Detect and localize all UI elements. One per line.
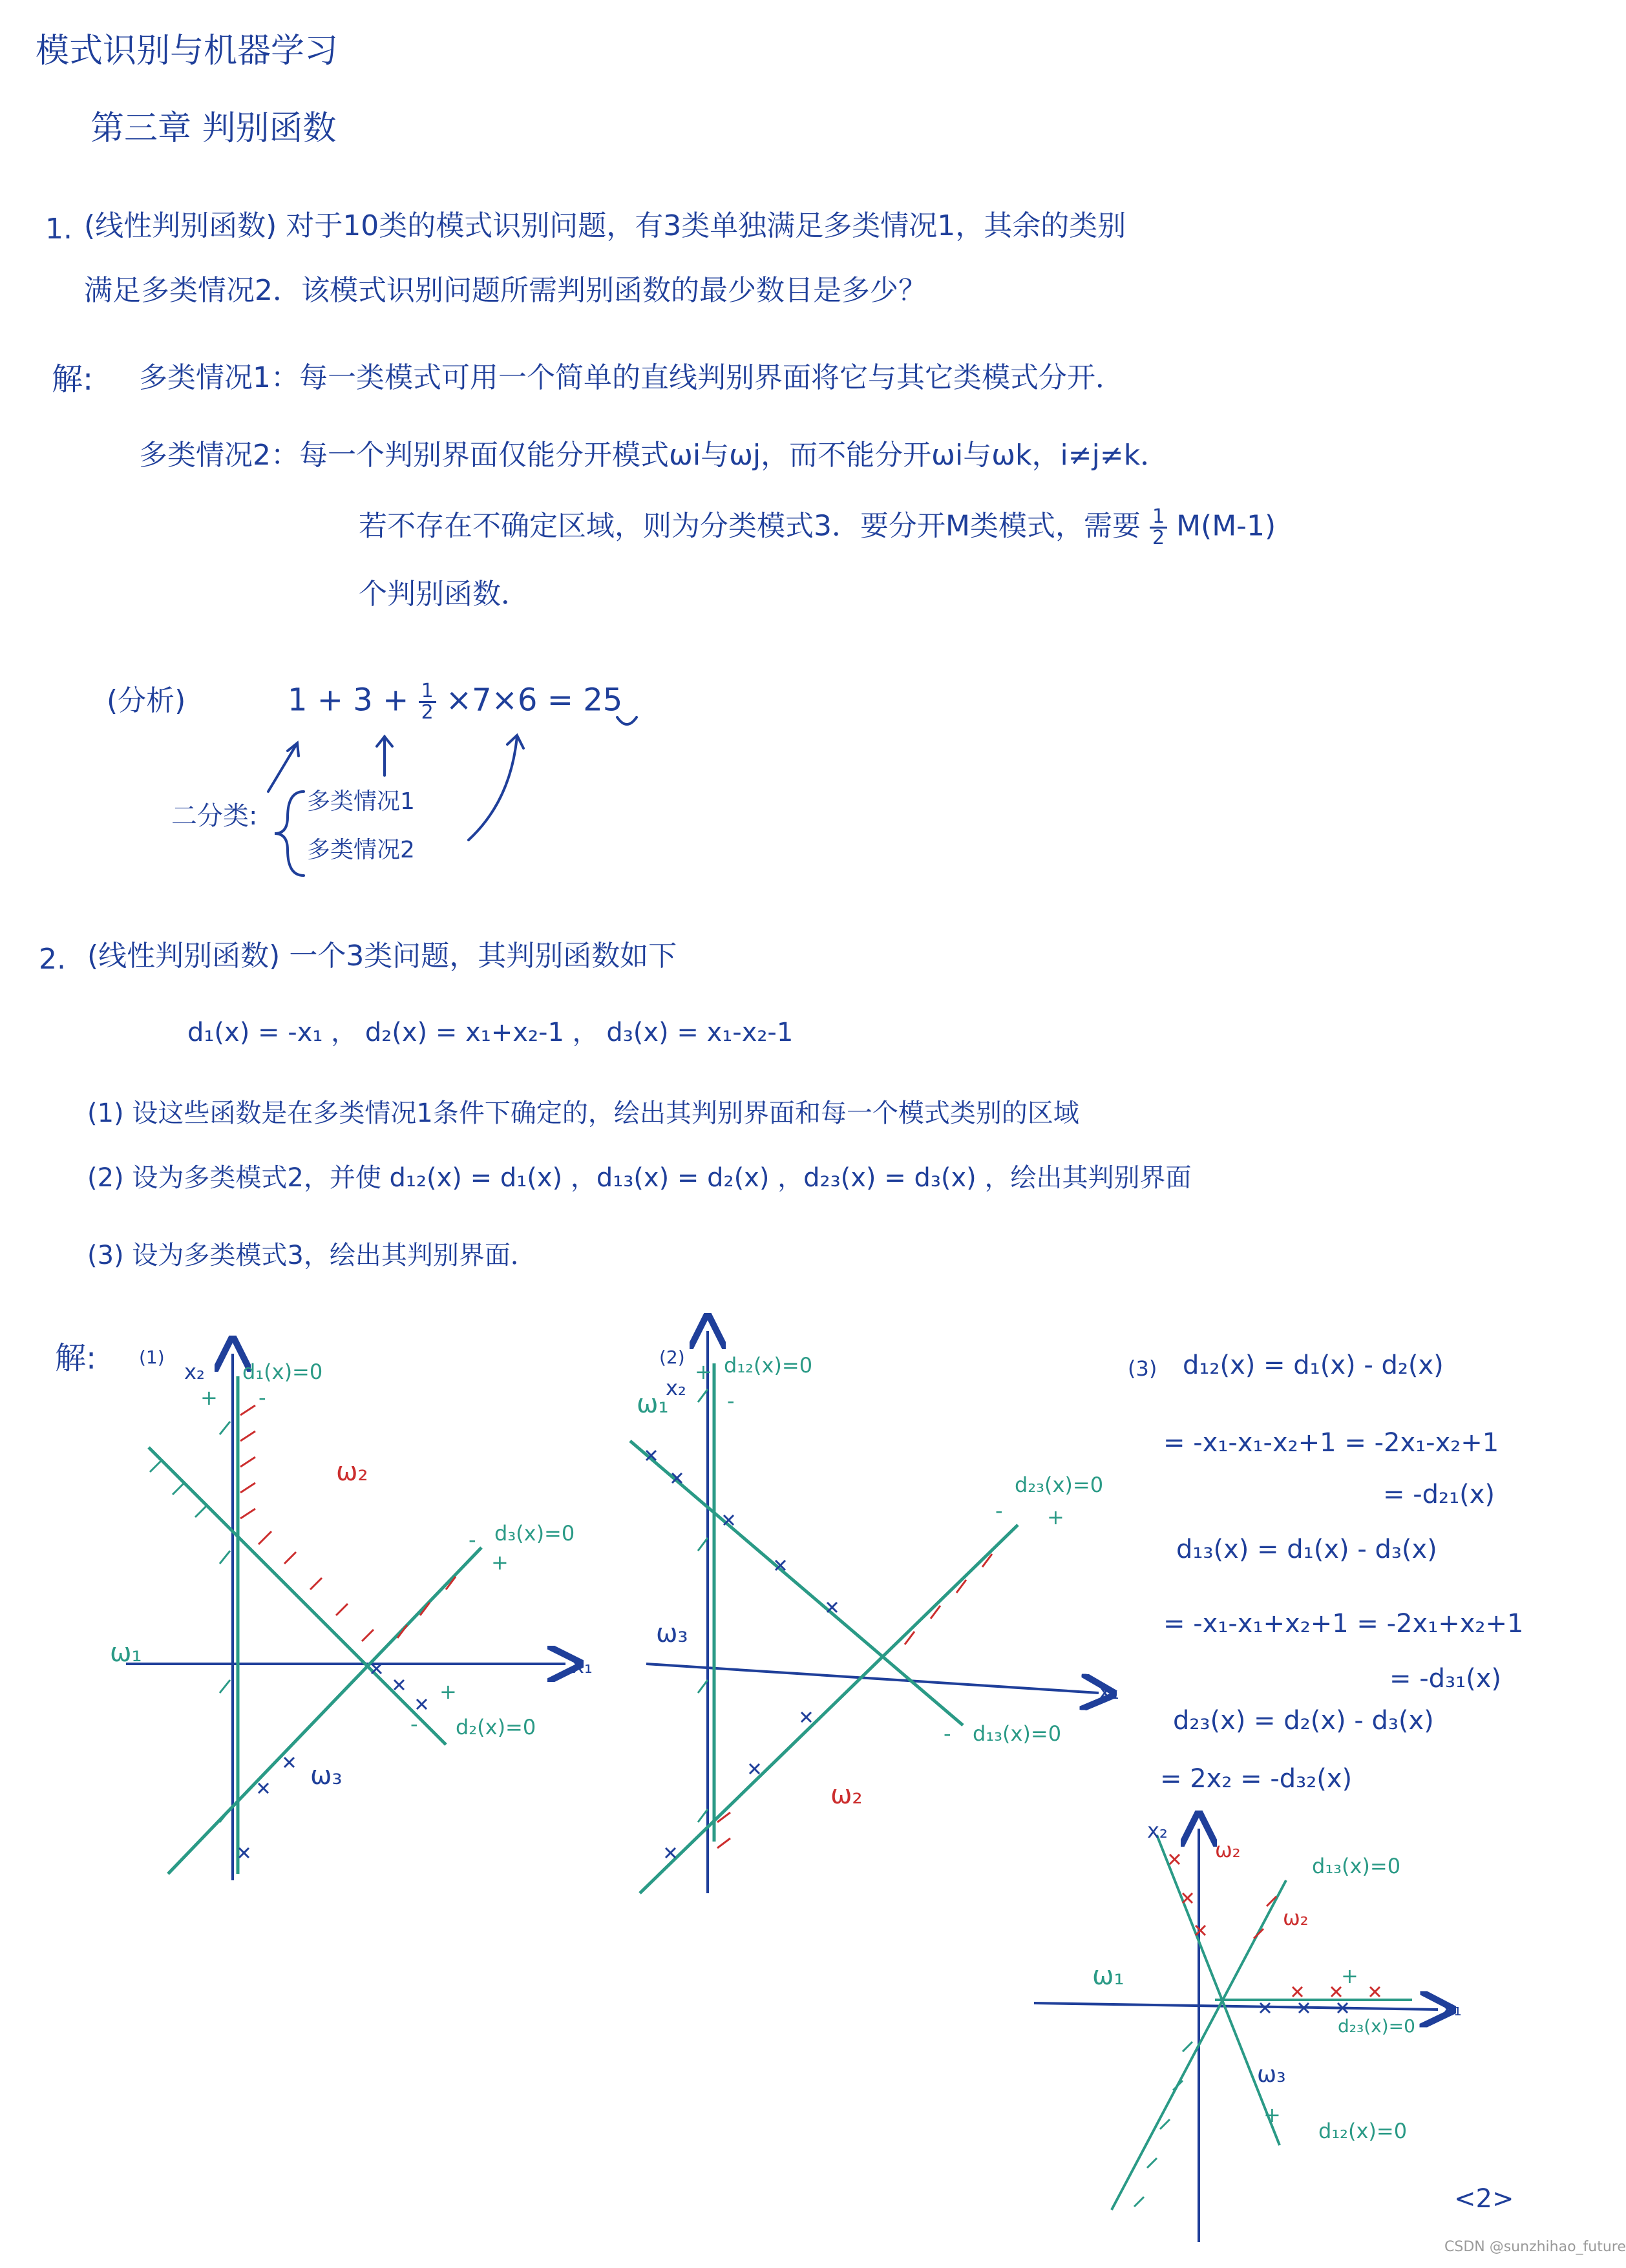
fig1-x1-label: x₁ bbox=[572, 1654, 593, 1678]
fig1-minus-d3: - bbox=[469, 1528, 476, 1552]
fig1-d3-label: d₃(x)=0 bbox=[494, 1521, 575, 1546]
binary-label: 二分类: bbox=[171, 801, 258, 831]
q1-case2-line2a: 若不存在不确定区域，则为分类模式3．要分开M类模式，需要 bbox=[359, 509, 1141, 543]
fig3-teal-hatch bbox=[1134, 2042, 1192, 2207]
q2-solution-label: 解: bbox=[55, 1340, 97, 1376]
fig2-minus-d13: - bbox=[944, 1721, 951, 1746]
fig2-plus-d12: + bbox=[695, 1360, 712, 1384]
fig3-w3-label: ω₃ bbox=[1257, 2061, 1286, 2088]
fig3-x1-label: x₁ bbox=[1441, 1996, 1462, 2021]
brace-item-1: 多类情况1 bbox=[307, 788, 415, 815]
course-title: 模式识别与机器学习 bbox=[36, 32, 339, 70]
q2-sub1: (1) 设这些函数是在多类情况1条件下确定的，绘出其判别界面和每一个模式类别的区域 bbox=[87, 1098, 1079, 1128]
q1-analysis-result: 25 bbox=[583, 682, 623, 719]
fig1-w3-label: ω₃ bbox=[310, 1761, 343, 1790]
q2-part3-label: (3) bbox=[1128, 1356, 1157, 1381]
fig3-d13-label: d₁₃(x)=0 bbox=[1312, 1854, 1401, 1878]
fig2-minus-d12: - bbox=[727, 1389, 735, 1413]
fig1-w1-label: ω₁ bbox=[110, 1638, 142, 1668]
fig2-d23-label: d₂₃(x)=0 bbox=[1015, 1473, 1104, 1497]
eq-d23: d₂₃(x) = d₂(x) - d₃(x) bbox=[1173, 1706, 1434, 1736]
eq-d12-expand: = -x₁-x₁-x₂+1 = -2x₁-x₂+1 bbox=[1163, 1428, 1499, 1458]
brace-item-2: 多类情况2 bbox=[307, 837, 415, 863]
q1-line2: 满足多类情况2．该模式识别问题所需判别函数的最少数目是多少？ bbox=[84, 274, 927, 307]
q1-fraction-den: 2 bbox=[1152, 527, 1165, 549]
q1-case2-line1: 多类情况2：每一个判别界面仅能分开模式ωi与ωj，而不能分开ωi与ωk，i≠j≠k． bbox=[139, 439, 1169, 472]
fig1-d2-label: d₂(x)=0 bbox=[456, 1715, 536, 1739]
csdn-watermark: CSDN @sunzhihao_future bbox=[1444, 2239, 1626, 2255]
q1-answer-label: 解: bbox=[52, 361, 94, 397]
fig3-x2-label: x₂ bbox=[1147, 1818, 1168, 1843]
fig1-minus-d1: - bbox=[259, 1385, 266, 1410]
eq-d12: d₁₂(x) = d₁(x) - d₂(x) bbox=[1183, 1350, 1444, 1380]
fig3-w2b-label: ω₂ bbox=[1283, 1906, 1309, 1930]
q2-functions: d₁(x) = -x₁ ， d₂(x) = x₁+x₂-1 ， d₃(x) = x₁-x₂-1 bbox=[187, 1018, 794, 1047]
fig1-w2-label: ω₂ bbox=[336, 1457, 368, 1487]
fig3-plus-d23: + bbox=[1341, 1964, 1358, 1988]
q1-line1: (线性判别函数) 对于10类的模式识别问题，有3类单独满足多类情况1，其余的类别 bbox=[84, 209, 1126, 242]
fig2-x2-label: x₂ bbox=[666, 1376, 686, 1400]
fig3-plus-d12: + bbox=[1263, 2103, 1281, 2127]
q1-case2-line3: 个判别函数． bbox=[359, 578, 529, 611]
fig1-plus-d1: + bbox=[200, 1385, 218, 1410]
fig3-w2a-label: ω₂ bbox=[1215, 1838, 1241, 1862]
fig3-d12-line bbox=[1157, 1835, 1280, 2145]
q2-part2-label: (2) bbox=[659, 1347, 685, 1368]
fig3-x1-axis bbox=[1034, 2003, 1438, 2010]
fig2-d12-label: d₁₂(x)=0 bbox=[724, 1353, 813, 1378]
fig3-w1-label: ω₁ bbox=[1092, 1961, 1124, 1991]
fig2-w1-label: ω₁ bbox=[637, 1389, 669, 1419]
eq-d13-neg: = -d₃₁(x) bbox=[1389, 1664, 1502, 1694]
fig2-plus-d23: + bbox=[1047, 1505, 1064, 1529]
eq-d13: d₁₃(x) = d₁(x) - d₃(x) bbox=[1176, 1535, 1437, 1564]
eq-d12-neg: = -d₂₁(x) bbox=[1383, 1480, 1495, 1509]
fig3-d12-label: d₁₂(x)=0 bbox=[1318, 2119, 1408, 2143]
q1-analysis-frac-num: 1 bbox=[419, 682, 436, 703]
q1-analysis-a: 1 + 3 + bbox=[288, 682, 409, 719]
fig2-x1-label: x₁ bbox=[1099, 1679, 1119, 1704]
q2-part1-label: (1) bbox=[139, 1347, 165, 1368]
q1-analysis-b: ×7×6 = bbox=[445, 682, 573, 719]
fig1-d1-label: d₁(x)=0 bbox=[242, 1360, 323, 1384]
q2-number: 2. bbox=[39, 943, 66, 976]
fig2-w2-label: ω₂ bbox=[830, 1780, 863, 1810]
chapter-title: 第三章 判别函数 bbox=[90, 109, 337, 148]
fig1-x2-label: x₂ bbox=[184, 1360, 205, 1384]
q1-case2-line2b: M(M-1) bbox=[1176, 509, 1276, 543]
q1-case1: 多类情况1：每一类模式可用一个简单的直线判别界面将它与其它类模式分开． bbox=[139, 361, 1124, 394]
fig1-minus-d2: - bbox=[410, 1712, 418, 1736]
fig1-plus-d2: + bbox=[439, 1679, 457, 1704]
q1-fraction-num: 1 bbox=[1150, 507, 1167, 529]
eq-d23-expand: = 2x₂ = -d₃₂(x) bbox=[1160, 1764, 1353, 1794]
q1-analysis-label: (分析) bbox=[107, 684, 186, 717]
fig1-plus-d3: + bbox=[491, 1550, 509, 1575]
fig2-minus-d23: - bbox=[995, 1498, 1003, 1523]
q1-number: 1. bbox=[45, 213, 72, 246]
q2-title: (线性判别函数) 一个3类问题，其判别函数如下 bbox=[87, 940, 677, 972]
q2-sub3: (3) 设为多类模式3，绘出其判别界面． bbox=[87, 1241, 536, 1270]
q1-analysis-frac-den: 2 bbox=[421, 701, 434, 724]
fig3-d23-label: d₂₃(x)=0 bbox=[1338, 2015, 1415, 2037]
eq-d13-expand: = -x₁-x₁+x₂+1 = -2x₁+x₂+1 bbox=[1163, 1609, 1524, 1639]
fig2-w3-label: ω₃ bbox=[656, 1619, 688, 1648]
page-number: <2> bbox=[1454, 2184, 1514, 2214]
fig2-d13-label: d₁₃(x)=0 bbox=[973, 1721, 1062, 1746]
q2-sub2: (2) 设为多类模式2，并使 d₁₂(x) = d₁(x) ，d₁₃(x) = d₂(x) ，d₂₃(x) = d₃(x) ，绘出其判别界面 bbox=[87, 1163, 1192, 1193]
